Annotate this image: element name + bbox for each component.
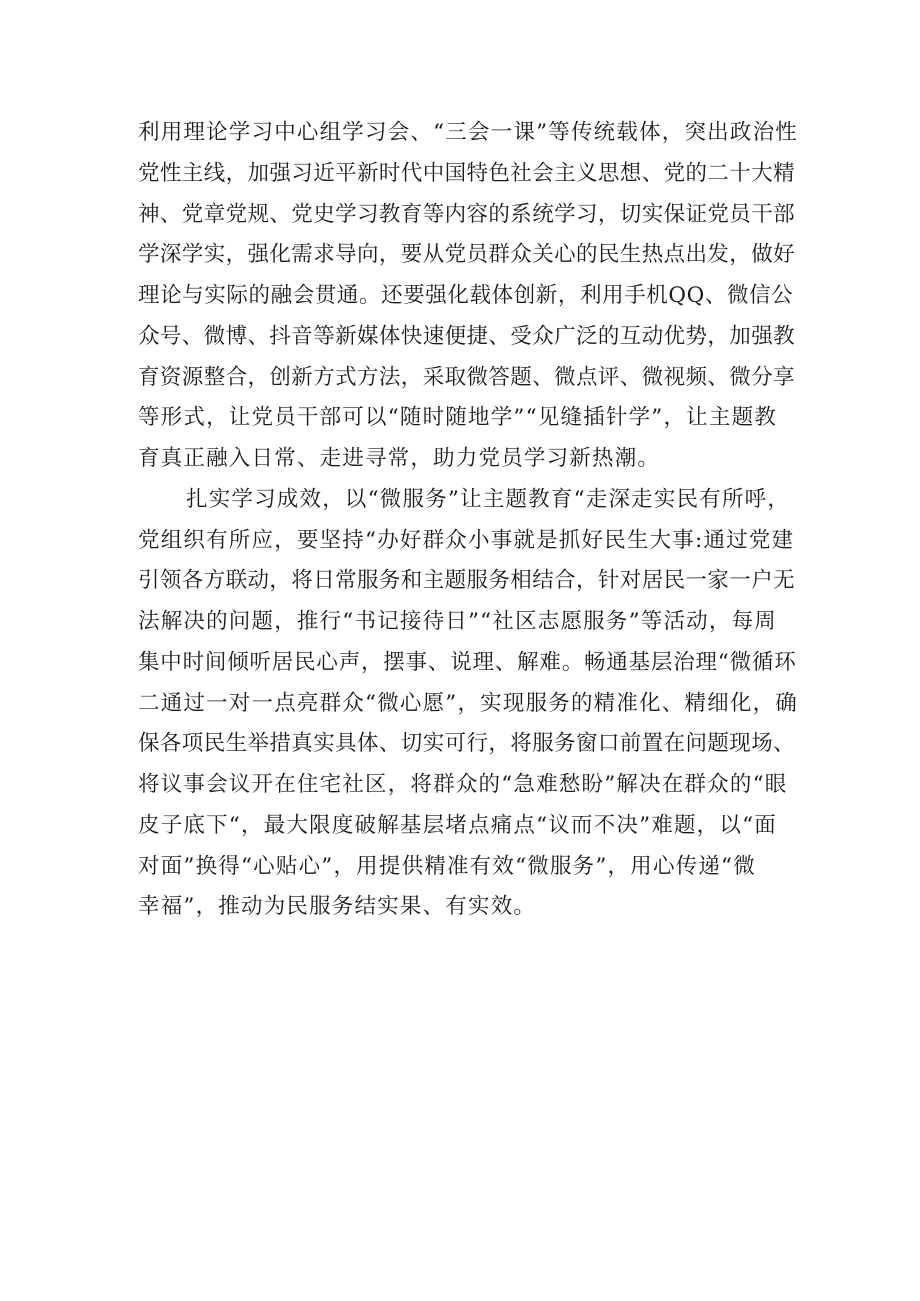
text-line: 学深学实，强化需求导向，要从党员群众关心的民生热点出发，做好 (138, 242, 796, 268)
text-line: 幸福”，推动为民服务结实果、有实效。 (138, 894, 537, 920)
text-line: 法解决的问题，推行“书记接待日”“社区志愿服务”等活动，每周 (138, 609, 777, 634)
text-line: 理论与实际的融会贯通。还要强化载体创新，利用手机QQ、微信公 (138, 283, 794, 308)
text-line: 育真正融入日常、走进寻常，助力党员学习新热潮。 (138, 446, 661, 471)
text-line: 集中时间倾听居民心声，摆事、说理、解难。畅通基层治理“微循环 (138, 649, 797, 675)
text-line: 利用理论学习中心组学习会、“三会一课”等传统载体，突出政治性 (138, 120, 798, 145)
paragraph-1 (138, 113, 798, 480)
text-line: 扎实学习成效，以“微服务”让主题教育“走深走实民有所呼， (186, 486, 791, 512)
text-line: 党性主线，加强习近平新时代中国特色社会主义思想、党的二十大精 (138, 160, 796, 186)
text-line: 保各项民生举措真实具体、切实可行，将服务窗口前置在问题现场、 (138, 731, 796, 757)
text-line: 对面”换得“心贴心”，用提供精准有效“微服务”，用心传递“微 (138, 853, 756, 879)
text-line: 众号、微博、抖音等新媒体快速便捷、受众广泛的互动优势，加强教 (138, 323, 796, 349)
document-body (138, 113, 798, 928)
text-line: 育资源整合，创新方式方法，采取微答题、微点评、微视频、微分享 (138, 364, 796, 390)
text-line: 引领各方联动，将日常服务和主题服务相结合，针对居民一家一户无 (138, 568, 796, 594)
text-line: 等形式，让党员干部可以“随时随地学”“见缝插针学”，让主题教 (138, 405, 777, 431)
text-line: 神、党章党规、党史学习教育等内容的系统学习，切实保证党员干部 (138, 201, 796, 227)
paragraph-2 (138, 480, 798, 928)
text-line: 党组织有所应，要坚持“办好群众小事就是抓好民生大事:通过党建 (138, 527, 795, 553)
text-line: 将议事会议开在住宅社区，将群众的“急难愁盼”解决在群众的“眼 (138, 772, 788, 797)
text-line: 皮子底下“，最大限度破解基层堵点痛点“议而不决”难题，以“面 (138, 812, 777, 838)
text-line: 二通过一对一点亮群众“微心愿”，实现服务的精准化、精细化，确 (138, 690, 798, 716)
